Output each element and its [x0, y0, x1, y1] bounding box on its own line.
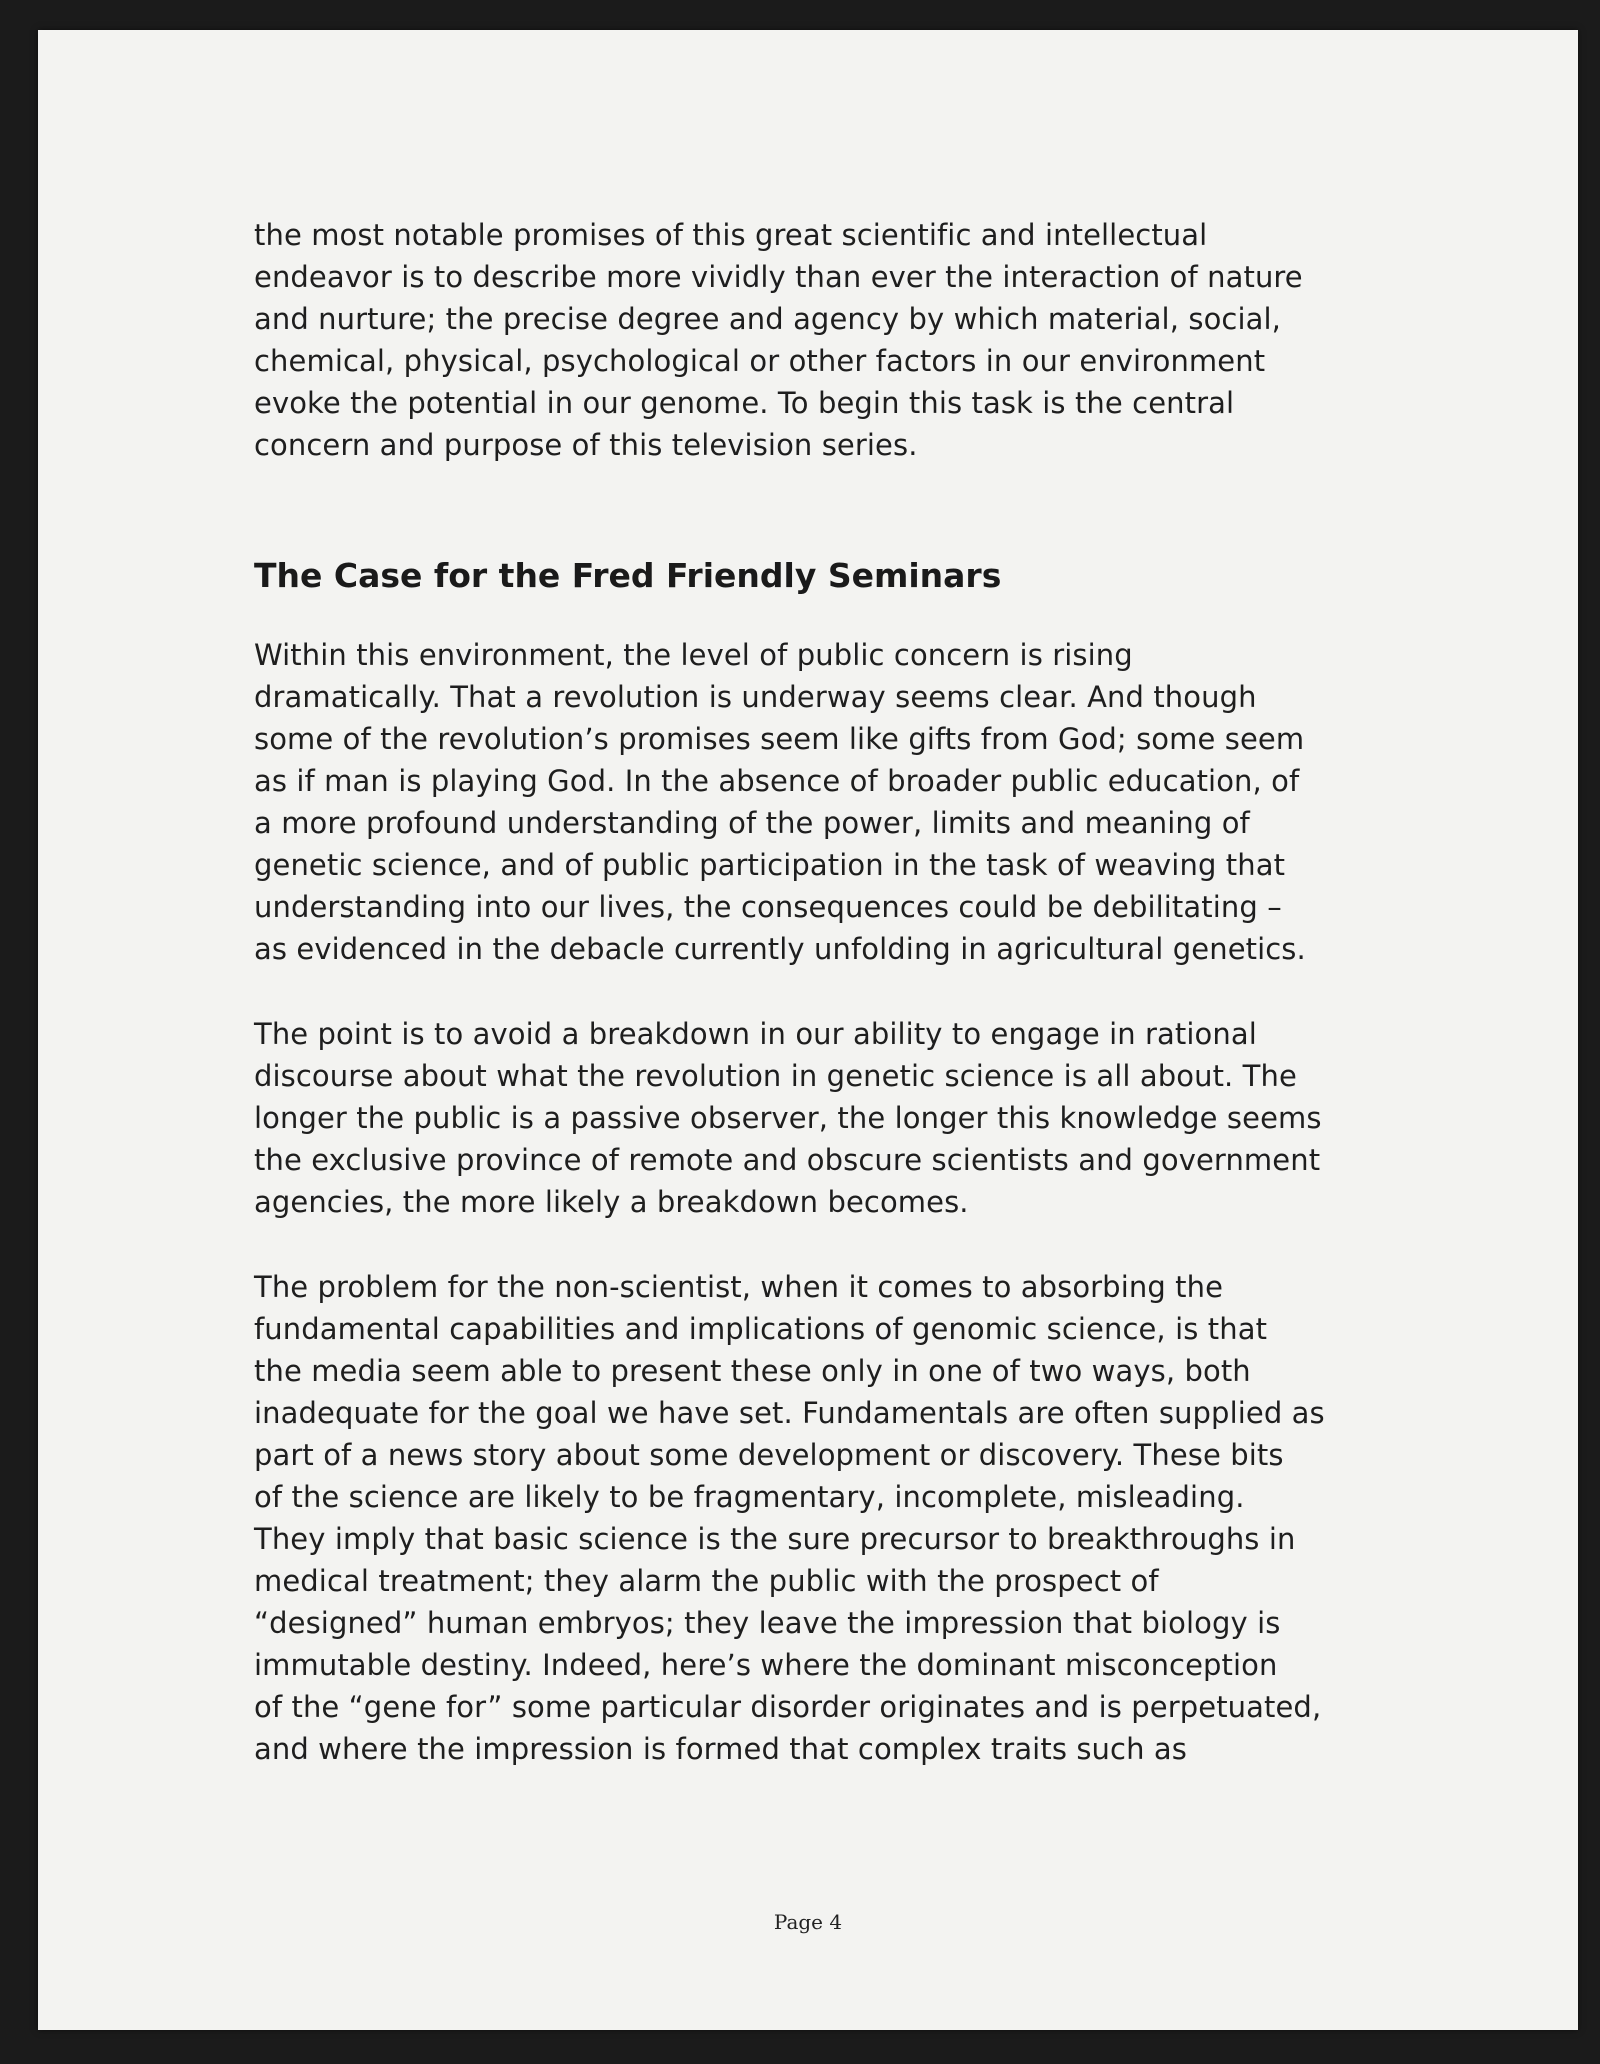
page-body	[254, 214, 1414, 1770]
intro-paragraph: the most notable promises of this great scientific and intellectual endeavor is to describe more vividly than ever the interaction of nature and nurture; the precise degree and agency by which material, social, chemical, physical, psychological or other factors in our environment evoke the potential in our genome. To begin this task is the central concern and purpose of this television series.	[254, 218, 1303, 462]
body-paragraph-1: Within this environment, the level of public concern is rising dramatically. That a revolution is underway seems clear. And though some of the revolution’s promises seem like gifts from God; some seem as if man is playing God. In the absence of broader public education, of a more profound understanding of the power, limits and meaning of genetic science, and of public participation in the task of weaving that understanding into our lives, the consequences could be debilitating – as evidenced in the debacle currently unfolding in agricultural genetics.	[254, 638, 1306, 966]
page-number: Page 4	[773, 1910, 843, 1934]
body-paragraph-2: The point is to avoid a breakdown in our ability to engage in rational discourse about what the revolution in genetic science is all about. The longer the public is a passive observer, the longer this knowledge seems the exclusive province of remote and obscure scientists and government agencies, the more likely a breakdown becomes.	[254, 1017, 1322, 1219]
document-page	[38, 30, 1578, 2030]
section-heading: The Case for the Fred Friendly Seminars	[254, 556, 1002, 595]
body-paragraph-3: The problem for the non-scientist, when it comes to absorbing the fundamental capabilities and implications of genomic science, is that the media seem able to present these only in one of two ways, both inadequate for the goal we have set. Fundamentals are often supplied as part of a news story about some development or discovery. These bits of the science are likely to be fragmentary, incomplete, misleading. They imply that basic science is the sure precursor to breakthroughs in medical treatment; they alarm the public with the prospect of “designed” human embryos; they leave the impression that biology is immutable destiny. Indeed, here’s where the dominant misconception of the “gene for” some particular disorder originates and is perpetuated, and where the impression is formed that complex traits such as	[254, 1270, 1325, 1766]
